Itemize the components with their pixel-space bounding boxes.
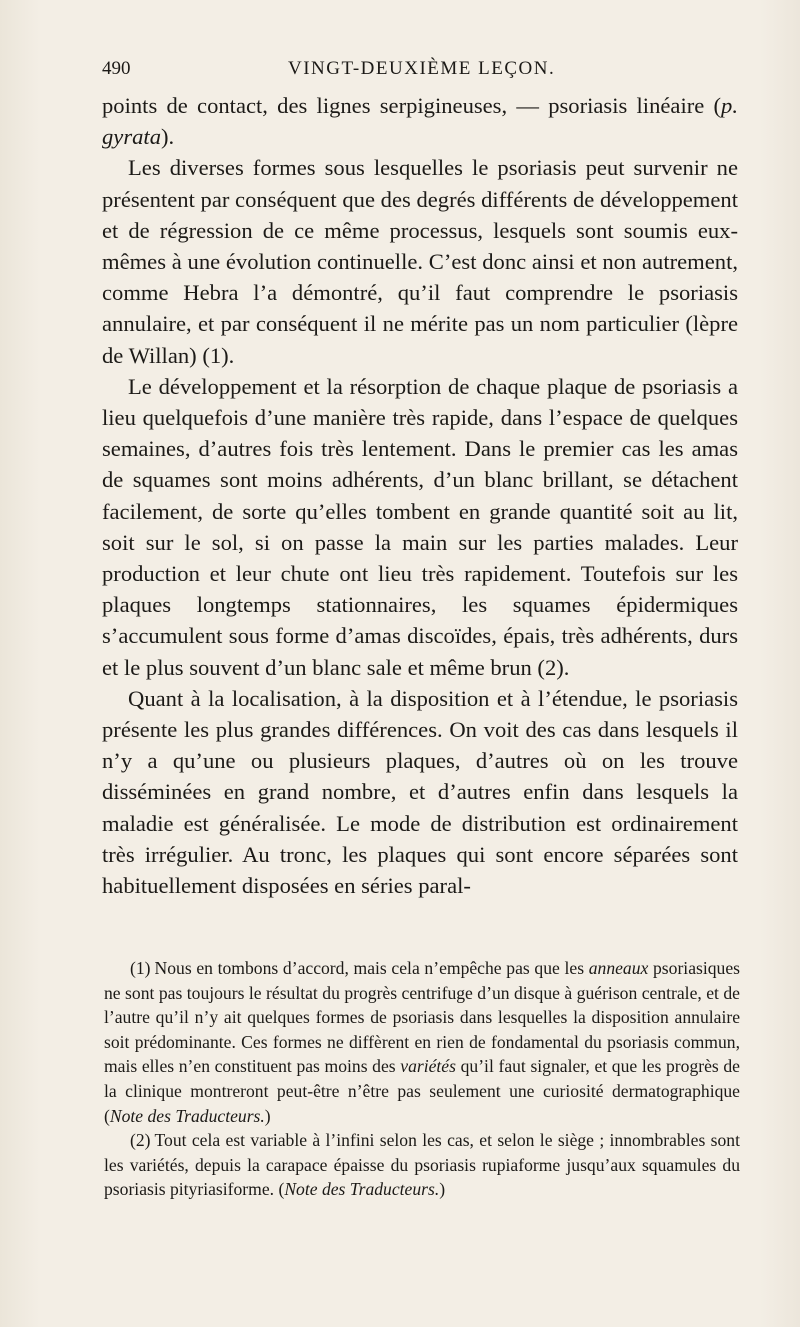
footnote-italic: Note des Traducteurs. [109,1105,265,1126]
running-title: VINGT-DEUXIÈME LEÇON. [288,58,556,79]
page-number: 490 [102,58,131,79]
paragraph-continuation [102,90,738,152]
footnote-text: ) [439,1179,446,1200]
paragraph-text: ). [161,124,175,150]
footnote-text: psoriasiques ne sont pas toujours le résultat du progrès centrifuge d’un disque à guérison centrale, et de l’autre qu’il n’y ait quelques formes de psoriasis dans lesquelles la disposition annulaire soit prédominante. Ces formes ne diffèrent en rien de fondamental du psoriasis commun, mais elles n’en constituent pas moins des [104,958,740,1077]
footnote [104,1128,740,1202]
footnote [104,956,740,1128]
footnotes [104,956,740,1202]
page-header [102,58,742,86]
paragraph: Les diverses formes sous lesquelles le psoriasis peut survenir ne présentent par conséquent que des degrés différents de développement et de régression de ce même processus, lesquels sont soumis eux-mêmes à une évolution continuelle. C’est donc ainsi et non autrement, comme Hebra l’a démontré, qu’il faut comprendre le psoriasis annulaire, et par conséquent il ne mérite pas un nom particulier (lèpre de Willan) (1). [102,155,738,368]
footnote-marker: (2) [130,1130,151,1151]
paragraph-text: points de contact, des lignes serpigineuses, — psoriasis linéaire ( [102,93,722,118]
body-text [102,90,738,901]
footnote-italic: variétés [400,1056,456,1077]
footnote-marker: (1) [130,958,151,978]
paragraph: Quant à la localisation, à la disposition et à l’étendue, le psoriasis présente les plus grandes différences. On voit des cas dans lesquels il n’y a qu’une ou plusieurs plaques, d’autres où on les trouve disséminées en grand nombre, et d’autres enfin dans lesquels la maladie est généralisée. Le mode de distribution est ordinairement très irrégulier. Au tronc, les plaques qui sont encore séparées sont habituellement disposées en séries paral- [102,685,738,899]
footnote-text: qu’il faut signaler, et que les progrès de la clinique montreront peut-être n’être pas seulement une curiosité dermatographique ( [104,1056,740,1126]
footnote-text: Tout cela est variable à l’infini selon les cas, et selon le siège ; innombrables sont les variétés, depuis la carapace épaisse du psoriasis rupiaforme jusqu’aux squamules du psoriasis pityriasiforme. ( [104,1130,740,1200]
footnote-text: ) [264,1105,271,1126]
footnote-italic: Note des Traducteurs. [284,1179,440,1200]
italic-term: p. gyrata [102,93,738,150]
footnote-italic: anneaux [588,958,649,978]
paragraph: Le développement et la résorption de chaque plaque de psoriasis a lieu quelquefois d’une manière très rapide, dans l’espace de quelques semaines, d’autres fois très lentement. Dans le premier cas les amas de squames sont moins adhérents, d’un blanc brillant, se détachent facilement, de sorte qu’elles tombent en grande quantité soit au lit, soit sur le sol, si on passe la main sur les parties malades. Leur production et leur chute ont lieu très rapidement. Toutefois sur les plaques longtemps stationnaires, les squames épidermiques s’accumulent sous forme d’amas discoïdes, épais, très adhérents, durs et le plus souvent d’un blanc sale et même brun (2). [102,373,738,680]
footnote-text: Nous en tombons d’accord, mais cela n’empêche pas que les [154,958,589,978]
